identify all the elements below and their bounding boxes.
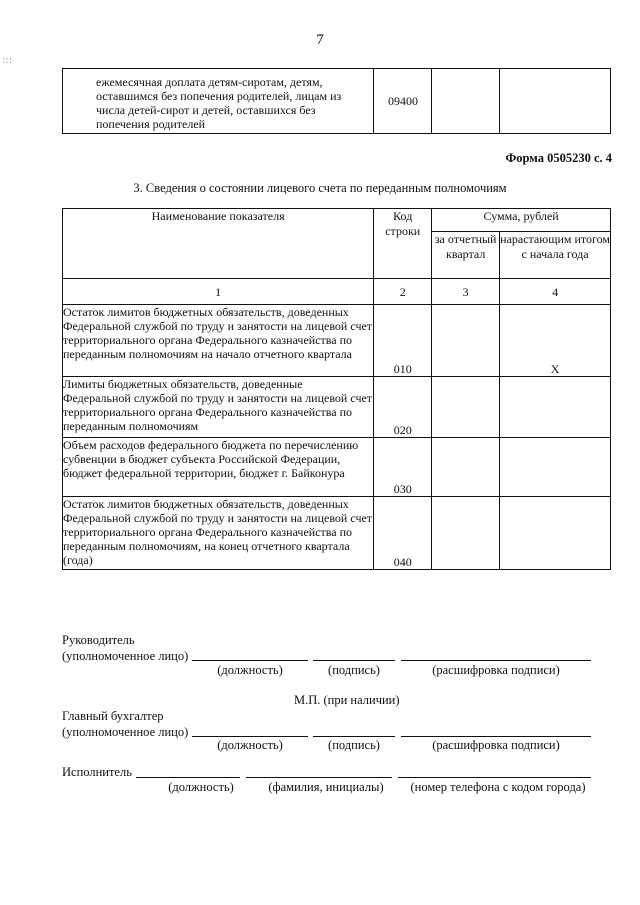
indicator-name: Остаток лимитов бюджетных обязательств, доведенных Федеральной службой по труду и занятости на лицевой счет территориального органа Федерального казначейства по переданным полномочиям, на конец отчетного квартала (года): [63, 497, 374, 570]
accountant-position-field[interactable]: [192, 736, 308, 737]
quarter-amount-cell[interactable]: [432, 69, 500, 134]
page-number: 7: [316, 32, 324, 48]
head-decoding-field[interactable]: [401, 660, 591, 661]
cumulative-amount-cell[interactable]: [500, 377, 611, 438]
header-code: Код строки: [374, 209, 432, 279]
row-code: 09400: [374, 69, 432, 134]
fio-caption: (фамилия, инициалы): [268, 780, 384, 794]
cumulative-amount-cell: X: [500, 305, 611, 377]
accountant-signature-field[interactable]: [313, 736, 395, 737]
continued-table: [62, 68, 611, 134]
position-caption: (должность): [168, 780, 234, 794]
row-code: 010: [374, 305, 432, 377]
accountant-label-sub: (уполномоченное лицо): [62, 725, 189, 739]
position-caption: (должность): [217, 663, 283, 677]
quarter-amount-cell[interactable]: [432, 497, 500, 570]
row-code: 040: [374, 497, 432, 570]
section-title: 3. Сведения о состоянии лицевого счета по переданным полномочиям: [133, 181, 507, 195]
column-number: 4: [500, 279, 611, 305]
decoding-caption: (расшифровка подписи): [432, 738, 560, 752]
head-signature-field[interactable]: [313, 660, 395, 661]
head-label: Руководитель: [62, 633, 135, 647]
column-number: 2: [374, 279, 432, 305]
table-row: [63, 305, 611, 377]
table-row: [63, 377, 611, 438]
header-quarter: за отчетный квартал: [432, 232, 500, 279]
header-row: [63, 209, 611, 232]
head-label-sub: (уполномоченное лицо): [62, 649, 189, 663]
executor-phone-field[interactable]: [398, 777, 591, 778]
header-cumulative: нарастающим итогом с начала года: [500, 232, 611, 279]
head-position-field[interactable]: [192, 660, 308, 661]
row-code: 030: [374, 438, 432, 497]
account-status-table: [62, 208, 611, 570]
indicator-name: Остаток лимитов бюджетных обязательств, доведенных Федеральной службой по труду и занятости на лицевой счет территориального органа Федерального казначейства по переданным полномочиям на начало отчетного квартала: [63, 305, 374, 377]
header-name: Наименование показателя: [63, 209, 374, 279]
accountant-label: Главный бухгалтер: [62, 709, 164, 723]
header-sum: Сумма, рублей: [432, 209, 611, 232]
row-code: 020: [374, 377, 432, 438]
phone-caption: (номер телефона с кодом города): [410, 780, 586, 794]
signature-caption: (подпись): [328, 663, 380, 677]
stamp-label: М.П. (при наличии): [294, 693, 400, 707]
form-label: Форма 0505230 с. 4: [505, 151, 612, 165]
column-number: 1: [63, 279, 374, 305]
executor-name-field[interactable]: [246, 777, 392, 778]
column-numbers-row: [63, 279, 611, 305]
accountant-decoding-field[interactable]: [401, 736, 591, 737]
indicator-name: ежемесячная доплата детям-сиротам, детям, оставшимся без попечения родителей, лицам из числа детей-сирот и детей, оставшихся без попечения родителей: [63, 69, 374, 134]
table-row: [63, 438, 611, 497]
cumulative-amount-cell[interactable]: [500, 497, 611, 570]
decoding-caption: (расшифровка подписи): [432, 663, 560, 677]
table-row: [63, 69, 611, 134]
indicator-name: Лимиты бюджетных обязательств, доведенные Федеральной службой по труду и занятости на лицевой счет территориального органа Федерального казначейства по переданным полномочиям: [63, 377, 374, 438]
margin-mark: :::: [2, 55, 13, 66]
quarter-amount-cell[interactable]: [432, 305, 500, 377]
position-caption: (должность): [217, 738, 283, 752]
quarter-amount-cell[interactable]: [432, 438, 500, 497]
cumulative-amount-cell[interactable]: [500, 438, 611, 497]
executor-label: Исполнитель: [62, 765, 132, 779]
executor-position-field[interactable]: [136, 777, 240, 778]
quarter-amount-cell[interactable]: [432, 377, 500, 438]
cumulative-amount-cell[interactable]: [500, 69, 611, 134]
signature-caption: (подпись): [328, 738, 380, 752]
table-row: [63, 497, 611, 570]
indicator-name: Объем расходов федерального бюджета по перечислению субвенции в бюджет субъекта Российской Федерации, бюджет федеральной территории, бюджет г. Байконура: [63, 438, 374, 497]
column-number: 3: [432, 279, 500, 305]
